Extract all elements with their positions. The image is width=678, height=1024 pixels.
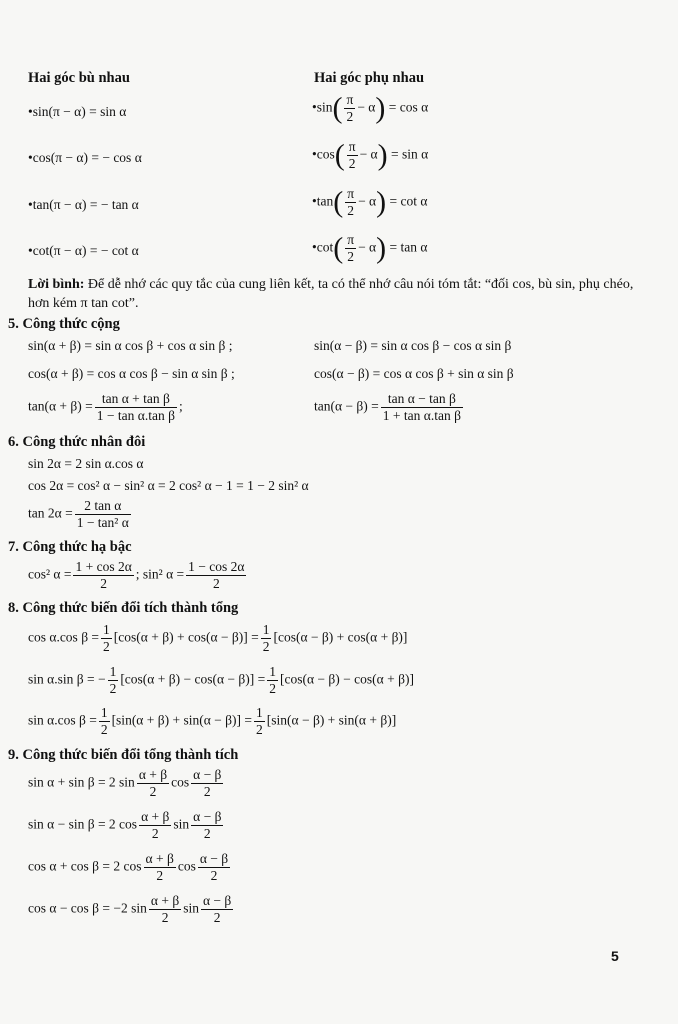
formula-ha-bac: cos² α = $\frac{1 + \cos 2\alpha}{2}$ ; sin² α = $\frac{1 - \cos 2\alpha}{2}$ xyxy=(28,559,245,591)
formula-sin-plus-sin: sin α + sin β = 2 sin $\frac{\alpha + \beta}{2}$ cos $\frac{\alpha - \beta}{2}$ xyxy=(28,767,222,799)
formula-tan-sum: tan(α + β) = $\frac{\text{tan α + tan β}}{\text{1 − tan α.tan β}}$ ; xyxy=(28,391,183,423)
section-7-title: 7. Công thức hạ bậc xyxy=(8,539,132,555)
formula-bu-cos: •cos(π − α) = − cos α xyxy=(28,150,142,165)
formula-tan-double: tan 2α = $\frac{\text{2 tan α}}{\text{1 − tan² α}}$ xyxy=(28,498,129,530)
section-5-title: 5. Công thức cộng xyxy=(8,316,120,332)
formula-cos-diff: cos(α − β) = cos α cos β + sin α sin β xyxy=(314,366,514,381)
formula-bu-sin: •sin(π − α) = sin α xyxy=(28,104,127,119)
heading-hai-goc-phu-nhau: Hai góc phụ nhau xyxy=(314,70,425,86)
section-9-title: 9. Công thức biến đổi tổng thành tích xyxy=(8,747,239,763)
loi-binh-text: Để dễ nhớ các quy tắc của cung liên kết, ta có thể nhớ câu nói tóm tắt: “đối cos, bù sin, phụ chéo, hơn kém π tan cot”. xyxy=(28,277,634,311)
page-number: 5 xyxy=(611,948,619,964)
formula-cos-double: cos 2α = cos² α − sin² α = 2 cos² α − 1 = 1 − 2 sin² α xyxy=(28,478,309,493)
formula-cos-minus-cos: cos α − cos β = −2 sin $\frac{\alpha + \beta}{2}$ sin $\frac{\alpha - \beta}{2}$ xyxy=(28,893,232,925)
loi-binh-label: Lời bình: xyxy=(28,277,85,292)
section-6-title: 6. Công thức nhân đôi xyxy=(8,434,146,450)
formula-cos-plus-cos: cos α + cos β = 2 cos $\frac{\alpha + \beta}{2}$ cos $\frac{\alpha - \beta}{2}$ xyxy=(28,851,229,883)
formula-phu-cot: •cot( $\frac{\pi}{2}$ − α) = tan α xyxy=(312,231,428,265)
formula-sin-diff: sin(α − β) = sin α cos β − cos α sin β xyxy=(314,338,512,353)
formula-cos-cos: cos α.cos β = $\frac{1}{2}$ [cos(α + β) + cos(α − β)] = $\frac{1}{2}$ [cos(α − β) + cos(α + β)] xyxy=(28,622,408,654)
heading-hai-goc-bu-nhau: Hai góc bù nhau xyxy=(28,70,130,86)
formula-sin-sum: sin(α + β) = sin α cos β + cos α sin β ; xyxy=(28,338,233,353)
formula-cos-sum: cos(α + β) = cos α cos β − sin α sin β ; xyxy=(28,366,235,381)
formula-phu-tan: •tan( $\frac{\pi}{2}$ − α) = cot α xyxy=(312,185,428,219)
formula-sin-cos: sin α.cos β = $\frac{1}{2}$ [sin(α + β) + sin(α − β)] = $\frac{1}{2}$ [sin(α − β) + sin(α + β)] xyxy=(28,705,397,737)
formula-phu-sin: •sin( $\frac{\pi}{2}$ − α) = cos α xyxy=(312,91,429,125)
formula-sin-minus-sin: sin α − sin β = 2 cos $\frac{\alpha + \beta}{2}$ sin $\frac{\alpha - \beta}{2}$ xyxy=(28,809,222,841)
formula-bu-cot: •cot(π − α) = − cot α xyxy=(28,243,139,258)
formula-tan-diff: tan(α − β) = $\frac{\text{tan α − tan β}}{\text{1 + tan α.tan β}}$ xyxy=(314,391,461,423)
section-8-title: 8. Công thức biến đổi tích thành tổng xyxy=(8,600,239,616)
formula-sin-sin: sin α.sin β = − $\frac{1}{2}$ [cos(α + β) − cos(α − β)] = $\frac{1}{2}$ [cos(α − β) − cos(α + β)] xyxy=(28,664,414,696)
formula-phu-cos: •cos( $\frac{\pi}{2}$ − α) = sin α xyxy=(312,138,429,172)
loi-binh-note xyxy=(28,275,638,313)
formula-sin-double: sin 2α = 2 sin α.cos α xyxy=(28,456,144,471)
formula-bu-tan: •tan(π − α) = − tan α xyxy=(28,197,139,212)
